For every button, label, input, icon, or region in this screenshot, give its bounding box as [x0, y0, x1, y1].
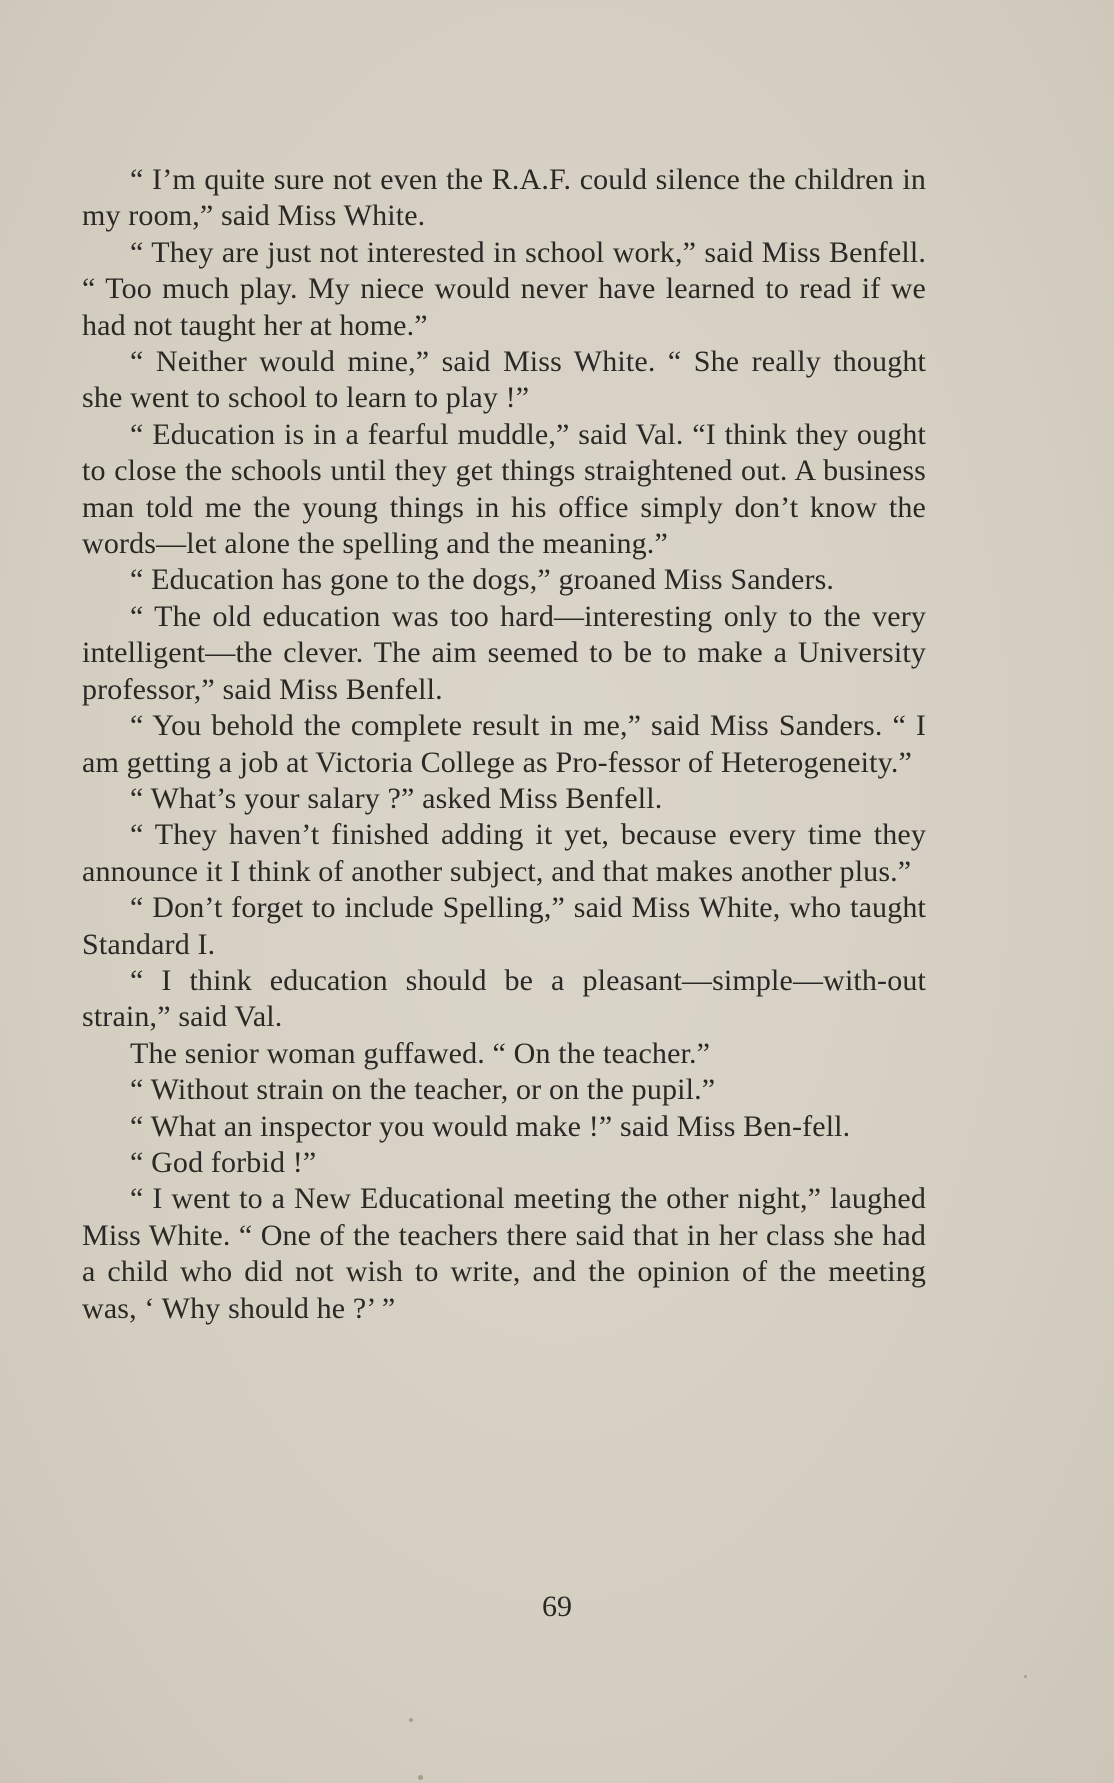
- paragraph: “ Neither would mine,” said Miss White. “ She really thought she went to school to learn to play !”: [82, 345, 926, 415]
- paragraph: “ The old education was too hard—interesting only to the very intelligent—the clever. The aim seemed to be to make a University professor,” said Miss Benfell.: [82, 599, 926, 706]
- body-text: [82, 162, 926, 1327]
- paragraph: “ I went to a New Educational meeting the other night,” laughed Miss White. “ One of the teachers there said that in her class she had a child who did not wish to write, and the opinion of the meeting was, ‘ Why should he ?’ ”: [82, 1182, 926, 1325]
- paper-speck: [418, 1775, 423, 1780]
- paragraph: “ They are just not interested in school work,” said Miss Benfell. “ Too much play. My niece would never have learned to read if we had not taught her at home.”: [82, 235, 926, 342]
- paper-speck: [409, 1718, 413, 1722]
- paragraph: “ Don’t forget to include Spelling,” said Miss White, who taught Standard I.: [82, 891, 926, 961]
- paragraph: “ They haven’t finished adding it yet, because every time they announce it I think of another subject, and that makes another plus.”: [82, 818, 926, 888]
- page-number: 69: [542, 1590, 572, 1623]
- paragraph: “ Education has gone to the dogs,” groaned Miss Sanders.: [130, 563, 835, 597]
- paragraph: “ Without strain on the teacher, or on the pupil.”: [130, 1073, 716, 1107]
- paragraph: “ You behold the complete result in me,” said Miss Sanders. “ I am getting a job at Victoria College as Pro-fessor of Heterogeneity.”: [82, 709, 926, 779]
- paragraph: “ I think education should be a pleasant—simple—with-out strain,” said Val.: [82, 963, 926, 1034]
- paragraph: “ God forbid !”: [130, 1145, 317, 1179]
- paragraph: “ What an inspector you would make !” said Miss Ben-fell.: [130, 1109, 851, 1143]
- paper-speck: [1024, 1675, 1027, 1678]
- paragraph: “ Education is in a fearful muddle,” said Val. “I think they ought to close the schools until they get things straightened out. A business man told me the young things in his office simply don’t know the words—let alone the spelling and the meaning.”: [82, 417, 926, 561]
- paragraph: The senior woman guffawed. “ On the teacher.”: [130, 1036, 711, 1070]
- paragraph: “ What’s your salary ?” asked Miss Benfell.: [130, 781, 663, 815]
- paragraph: “ I’m quite sure not even the R.A.F. could silence the children in my room,” said Miss White.: [82, 163, 926, 233]
